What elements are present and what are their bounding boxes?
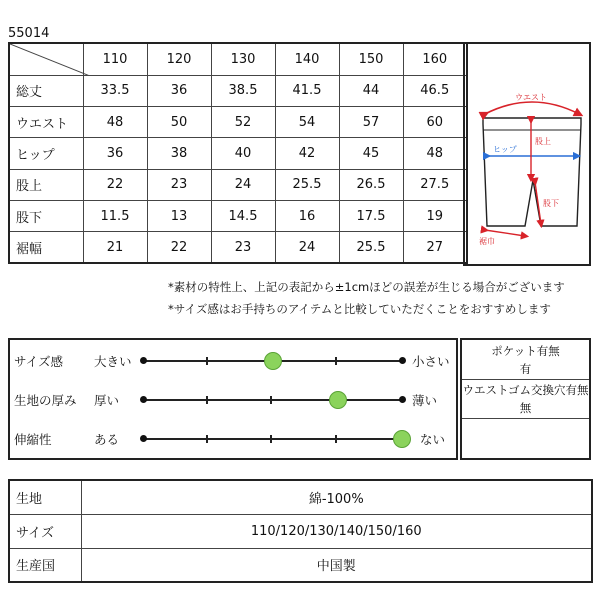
scale-line [144, 438, 402, 440]
waist-label: ウエスト [515, 93, 547, 102]
table-cell: 23 [211, 232, 275, 263]
row-label: 股上 [9, 169, 83, 200]
size-feel-marker [264, 352, 282, 370]
table-cell: 48 [83, 106, 147, 137]
table-cell: 17.5 [339, 201, 403, 232]
table-cell: 24 [275, 232, 339, 263]
thickness-marker [329, 391, 347, 409]
feature-left-label: ある [94, 432, 120, 447]
table-cell: 26.5 [339, 169, 403, 200]
table-cell: 24 [211, 169, 275, 200]
table-cell: 57 [339, 106, 403, 137]
spec-table [8, 479, 593, 583]
scale-end-dot [399, 396, 406, 403]
feature-left-label: 厚い [94, 393, 120, 408]
measurement-diagram [463, 42, 591, 266]
table-cell: 41.5 [275, 75, 339, 106]
size-header: 150 [339, 43, 403, 75]
size-header: 140 [275, 43, 339, 75]
row-label: ウエスト [9, 106, 83, 137]
feature-label: 生地の厚み [14, 393, 77, 408]
table-row [9, 138, 467, 169]
table-cell: 60 [403, 106, 467, 137]
table-cell: 27 [403, 232, 467, 263]
scale-end-dot [140, 435, 147, 442]
inseam-label: 股下 [543, 199, 559, 208]
scale-tick [335, 435, 337, 443]
table-row [9, 201, 467, 232]
spec-label: 生地 [9, 480, 81, 514]
table-row [9, 514, 592, 548]
pocket-label: ポケット有無 [491, 344, 560, 358]
info-divider [462, 379, 589, 380]
table-cell: 52 [211, 106, 275, 137]
table-cell: 48 [403, 138, 467, 169]
table-cell: 42 [275, 138, 339, 169]
table-cell: 40 [211, 138, 275, 169]
size-header: 120 [147, 43, 211, 75]
rise-label: 股上 [535, 137, 551, 146]
size-header: 130 [211, 43, 275, 75]
scale-tick [206, 357, 208, 365]
spec-value: 110/120/130/140/150/160 [81, 514, 592, 548]
waist-elastic-label: ウエストゴム交換穴有無 [462, 383, 589, 397]
table-cell: 38 [147, 138, 211, 169]
scale-end-dot [140, 396, 147, 403]
spec-value: 綿-100% [81, 480, 592, 514]
table-cell: 50 [147, 106, 211, 137]
row-label: 股下 [9, 201, 83, 232]
size-header: 160 [403, 43, 467, 75]
table-cell: 14.5 [211, 201, 275, 232]
hem-label: 裾巾 [479, 237, 495, 246]
table-cell: 21 [83, 232, 147, 263]
table-cell: 54 [275, 106, 339, 137]
info-divider [462, 418, 589, 419]
table-cell: 25.5 [339, 232, 403, 263]
table-row [9, 106, 467, 137]
table-row [9, 232, 467, 263]
table-cell: 23 [147, 169, 211, 200]
feature-right-label: 薄い [412, 393, 438, 408]
feature-label: サイズ感 [14, 354, 64, 369]
scale-tick [206, 435, 208, 443]
table-row [9, 169, 467, 200]
row-label: 総丈 [9, 75, 83, 106]
scale-tick [270, 396, 272, 404]
info-box [460, 338, 591, 460]
scale-end-dot [399, 357, 406, 364]
table-cell: 19 [403, 201, 467, 232]
note-recommendation: *サイズ感はお手持ちのアイテムと比較していただくことをおすすめします [168, 302, 551, 316]
product-code: 55014 [8, 26, 50, 41]
spec-label: サイズ [9, 514, 81, 548]
size-header: 110 [83, 43, 147, 75]
table-cell: 38.5 [211, 75, 275, 106]
feature-right-label: 小さい [412, 354, 450, 369]
spec-label: 生産国 [9, 548, 81, 582]
table-cell: 16 [275, 201, 339, 232]
table-cell: 36 [83, 138, 147, 169]
table-row [9, 548, 592, 582]
shorts-illustration [465, 44, 589, 264]
scale-line [144, 399, 402, 401]
table-cell: 45 [339, 138, 403, 169]
table-cell: 22 [147, 232, 211, 263]
pocket-value: 有 [519, 362, 532, 376]
table-cell: 25.5 [275, 169, 339, 200]
shorts-outline [483, 118, 581, 226]
waist-arrow [485, 102, 579, 114]
table-row [9, 480, 592, 514]
table-cell: 36 [147, 75, 211, 106]
diagonal-line [10, 44, 90, 76]
table-cell: 13 [147, 201, 211, 232]
feature-label: 伸縮性 [14, 432, 52, 447]
feature-right-label: ない [420, 432, 446, 447]
hem-arrow [485, 230, 525, 236]
table-cell: 44 [339, 75, 403, 106]
scale-tick [206, 396, 208, 404]
row-label: ヒップ [9, 138, 83, 169]
row-label: 裾幅 [9, 232, 83, 263]
size-table [8, 42, 468, 264]
scale-end-dot [140, 357, 147, 364]
hip-label: ヒップ [493, 145, 517, 154]
scale-tick [335, 357, 337, 365]
table-cell: 46.5 [403, 75, 467, 106]
feature-left-label: 大きい [94, 354, 132, 369]
size-header-row [9, 43, 467, 75]
note-tolerance: *素材の特性上、上記の表記から±1cmほどの誤差が生じる場合がございます [168, 280, 565, 294]
table-cell: 22 [83, 169, 147, 200]
features-box [8, 338, 458, 460]
scale-tick [270, 435, 272, 443]
table-cell: 11.5 [83, 201, 147, 232]
spec-value: 中国製 [81, 548, 592, 582]
corner-cell [9, 43, 83, 75]
waist-elastic-value: 無 [519, 401, 532, 415]
table-row [9, 75, 467, 106]
table-cell: 27.5 [403, 169, 467, 200]
stretch-marker [393, 430, 411, 448]
table-cell: 33.5 [83, 75, 147, 106]
